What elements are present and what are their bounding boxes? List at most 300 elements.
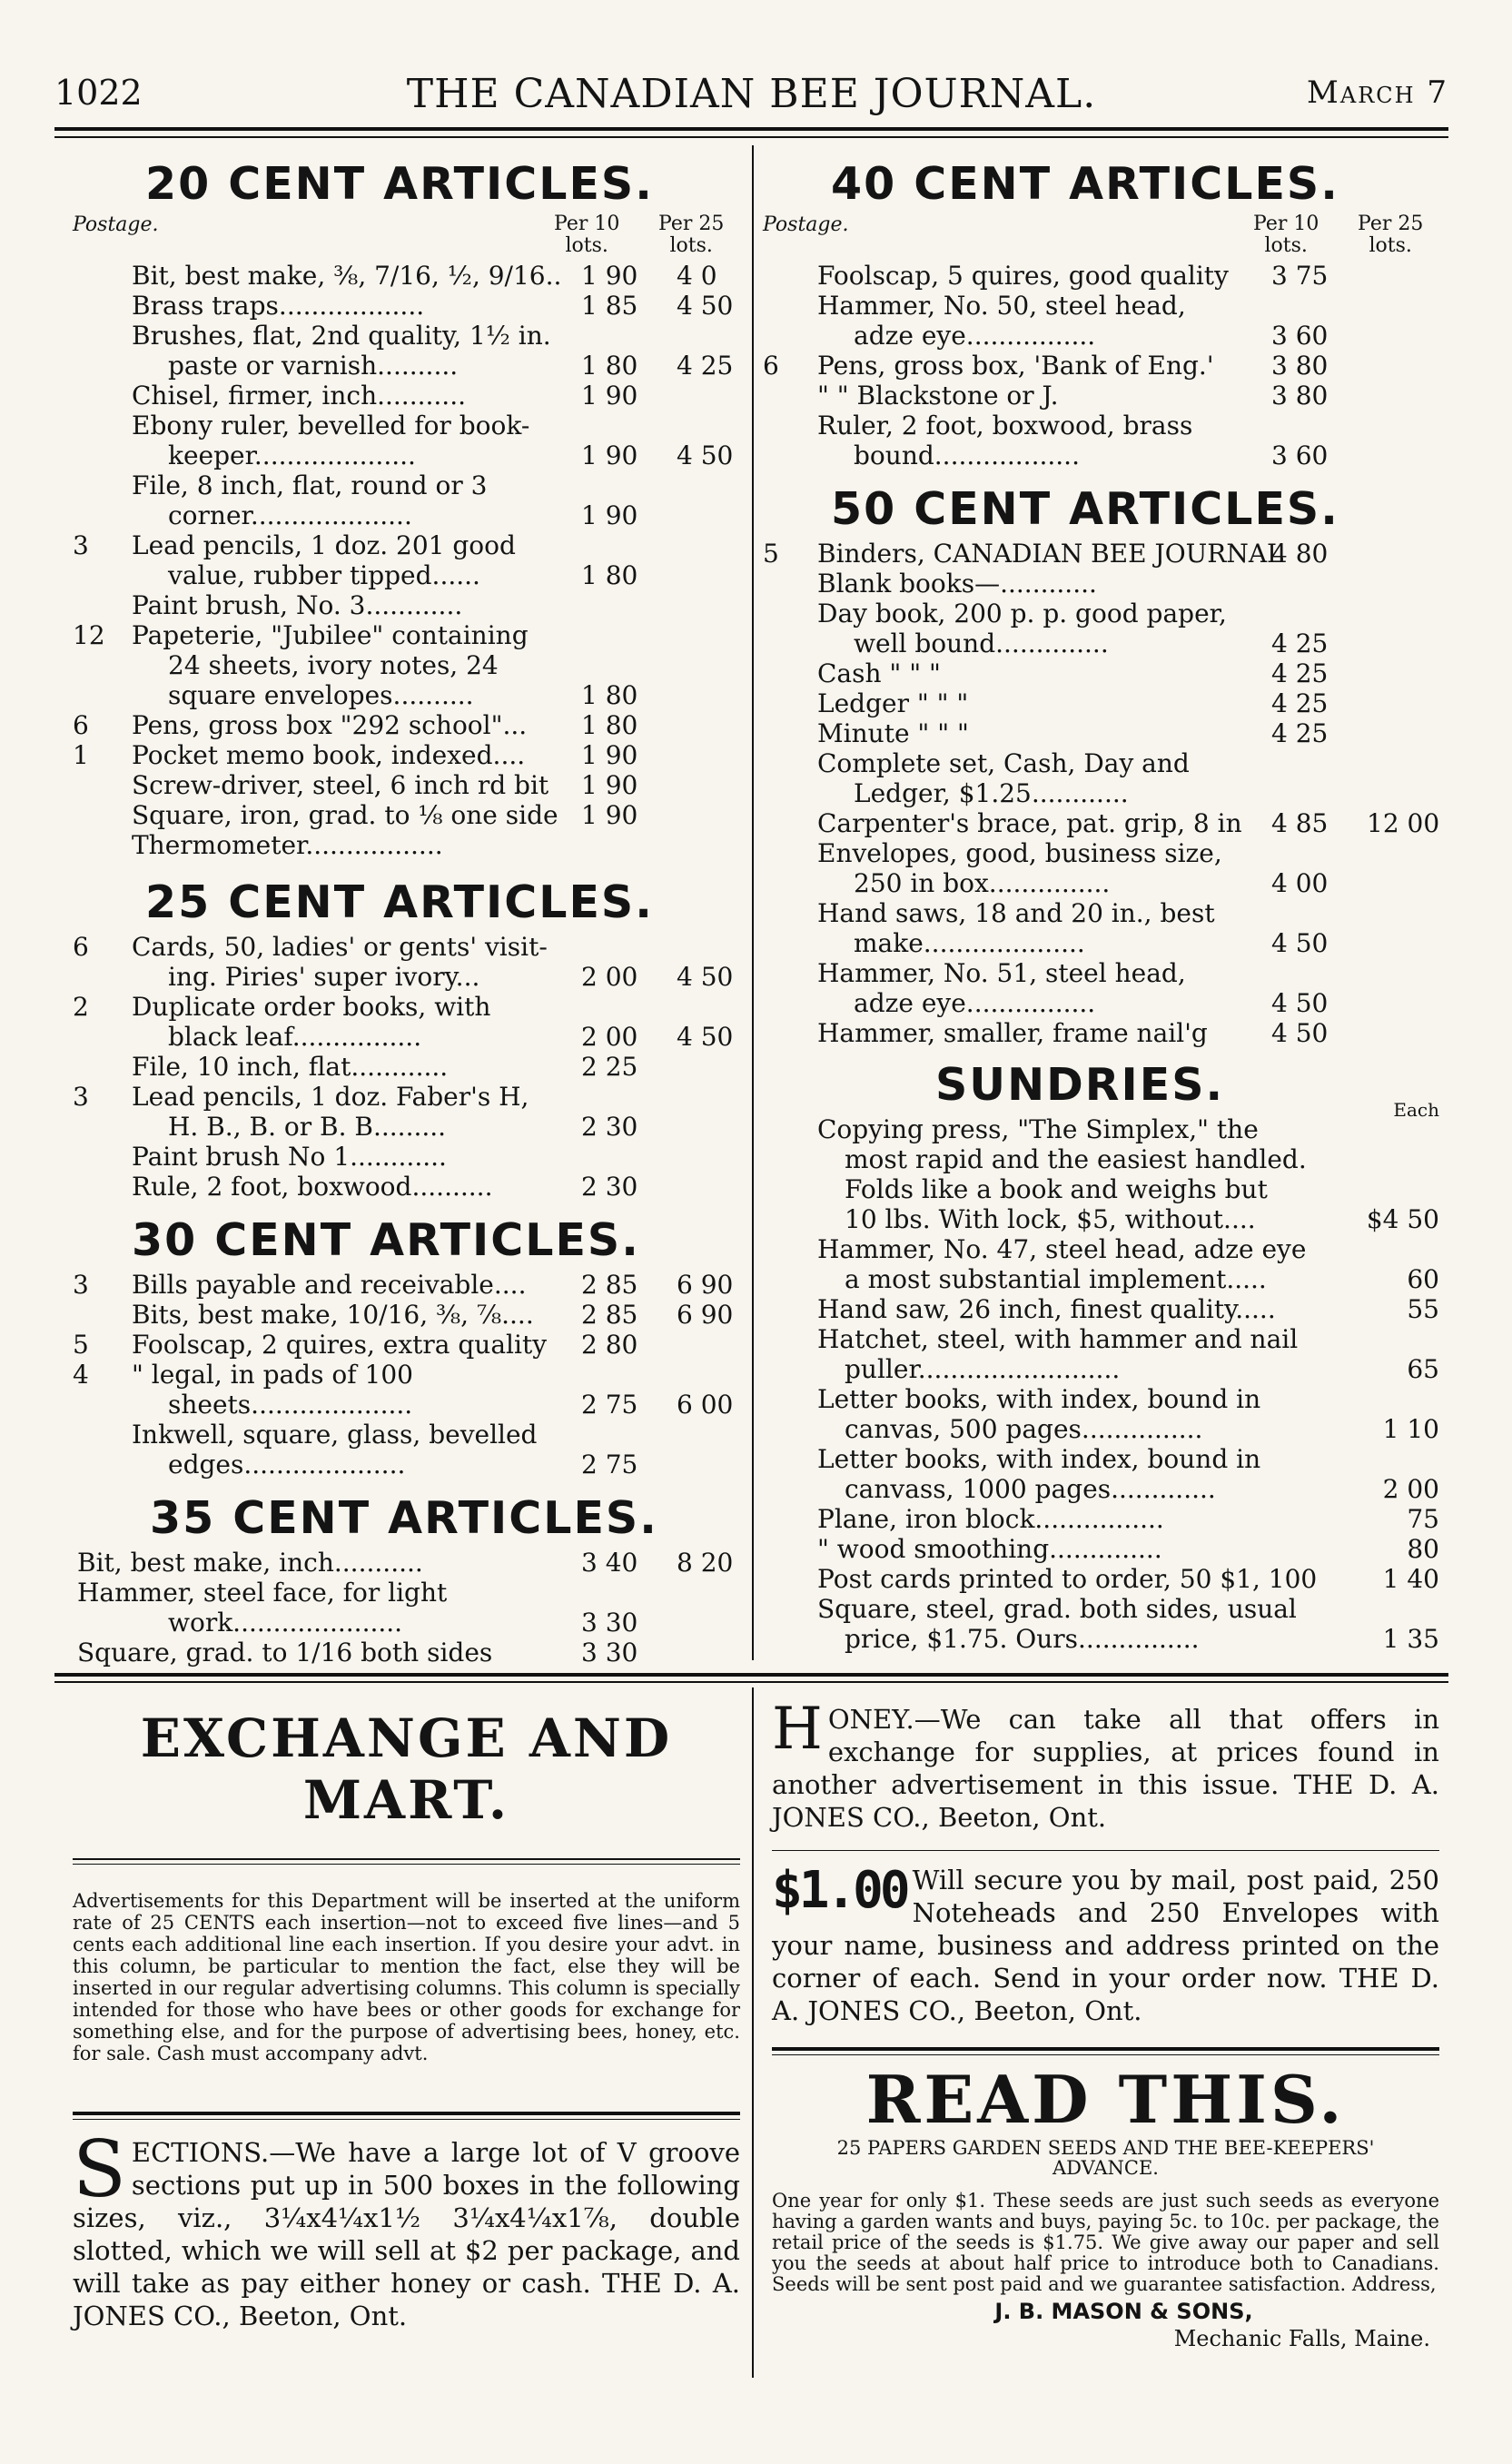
item-description	[73, 530, 640, 590]
page-number: 1022	[54, 73, 143, 113]
each-label: Each	[1393, 1099, 1439, 1121]
item-line: Hatchet, steel, with hammer and nail	[817, 1324, 1299, 1354]
item-row	[73, 470, 740, 530]
postage-value: 5	[73, 1330, 89, 1360]
item-row	[73, 1172, 740, 1202]
per10-price: 2 00	[581, 962, 638, 992]
postage-value: 4	[73, 1360, 89, 1390]
postage-value: 3	[73, 1082, 89, 1112]
bottom-section-rule-thin	[54, 1681, 1448, 1683]
postage-value: 5	[763, 539, 779, 569]
item-line: Ebony ruler, bevelled for book-	[132, 411, 530, 440]
item-line: Plane, iron block................	[817, 1504, 1164, 1534]
page-header	[54, 71, 1448, 116]
item-description	[73, 1300, 640, 1330]
honey-initial: H	[772, 1696, 823, 1763]
per10-price: 2 30	[581, 1112, 638, 1142]
right-price-column	[763, 153, 1439, 1654]
item-line: " wood smoothing..............	[817, 1534, 1162, 1564]
item-description	[73, 710, 640, 740]
item-line: a most substantial implement.....	[845, 1264, 1267, 1294]
item-line: make....................	[854, 928, 1085, 958]
item-line: Hammer, No. 51, steel head,	[817, 958, 1186, 988]
item-line: value, rubber tipped......	[168, 560, 480, 590]
per10-price: 4 25	[1271, 628, 1329, 658]
item-line: Cash " " "	[817, 658, 941, 688]
postage-value: 1	[73, 740, 89, 770]
item-row	[73, 1142, 740, 1172]
per10-price: 3 75	[1271, 261, 1329, 291]
item-line: adze eye................	[854, 321, 1096, 351]
item-row	[763, 1594, 1439, 1654]
item-row	[763, 351, 1439, 381]
item-description	[763, 718, 1329, 748]
item-line: Brass traps..................	[132, 291, 425, 321]
per10-price: 1 90	[581, 440, 638, 470]
item-line: Ledger, $1.25............	[854, 778, 1129, 808]
item-line: Blank books—............	[817, 569, 1097, 599]
per10-price: 2 75	[581, 1450, 638, 1479]
item-description	[763, 1294, 1417, 1324]
item-description	[73, 800, 640, 830]
sections-initial: S	[73, 2124, 126, 2215]
honey-rule	[772, 1850, 1439, 1851]
item-row	[763, 291, 1439, 351]
item-row	[73, 1052, 740, 1082]
item-line: Square, grad. to 1/16 both sides	[77, 1638, 493, 1667]
per10-price: 4 50	[1271, 1018, 1329, 1048]
item-line: sheets....................	[168, 1390, 413, 1420]
per10-price: 1 90	[581, 740, 638, 770]
item-line: Foolscap, 5 quires, good quality	[817, 261, 1229, 291]
item-description	[763, 1534, 1417, 1564]
item-description	[73, 1142, 640, 1172]
item-description	[763, 1384, 1417, 1444]
item-description	[73, 932, 640, 992]
item-description	[763, 1234, 1417, 1294]
per10-price: 3 40	[581, 1548, 638, 1578]
item-row	[763, 1504, 1439, 1534]
items-30	[73, 1270, 740, 1479]
postage-value: 6	[763, 351, 779, 381]
item-description	[73, 1360, 640, 1420]
each-price: 2 00	[1382, 1474, 1439, 1504]
item-line: Pens, gross box "292 school"...	[132, 710, 528, 740]
item-line: Square, steel, grad. both sides, usual	[817, 1594, 1297, 1624]
item-line: Carpenter's brace, pat. grip, 8 in	[817, 808, 1242, 838]
item-description	[763, 1594, 1417, 1654]
item-description	[73, 321, 640, 381]
item-description	[763, 1504, 1417, 1534]
item-description	[73, 1052, 640, 1082]
item-row	[73, 1420, 740, 1479]
item-line: Complete set, Cash, Day and	[817, 748, 1190, 778]
right-ads	[772, 1696, 1439, 2351]
read-this-title: READ THIS.	[865, 2061, 1346, 2138]
notice-rule-thin	[73, 2119, 740, 2120]
section-heading-35: 35 CENT ARTICLES.	[150, 1492, 658, 1544]
per10-price: 4 25	[1271, 718, 1329, 748]
item-row	[763, 261, 1439, 291]
item-row	[73, 1082, 740, 1142]
per10-price: 2 25	[581, 1052, 638, 1082]
item-row	[73, 1578, 740, 1638]
item-line: H. B., B. or B. B.........	[168, 1112, 447, 1142]
item-description	[763, 539, 1329, 569]
item-description	[763, 291, 1329, 351]
items-sundries	[763, 1114, 1439, 1654]
item-line: canvass, 1000 pages.............	[845, 1474, 1216, 1504]
item-line: Bills payable and receivable....	[132, 1270, 527, 1300]
item-description	[763, 688, 1329, 718]
item-description	[763, 838, 1329, 898]
section-heading-50: 50 CENT ARTICLES.	[831, 483, 1339, 535]
item-line: corner....................	[168, 500, 412, 530]
per10-price: 2 85	[581, 1270, 638, 1300]
item-line: keeper....................	[168, 440, 416, 470]
per10-price: 2 30	[581, 1172, 638, 1202]
section-heading-25: 25 CENT ARTICLES.	[145, 876, 654, 928]
honey-ad	[772, 1696, 1439, 1834]
column-headers	[73, 213, 740, 261]
per25-header: Per 25 lots.	[658, 213, 725, 257]
item-description	[73, 1270, 640, 1300]
item-description	[73, 740, 640, 770]
item-line: ing. Piries' super ivory...	[168, 962, 480, 992]
item-row	[73, 291, 740, 321]
items-50	[763, 539, 1439, 1048]
item-description	[763, 261, 1329, 291]
per10-price: 2 80	[581, 1330, 638, 1360]
item-line: " " Blackstone or J.	[817, 381, 1059, 411]
header-rule-thin	[54, 136, 1448, 138]
item-row	[763, 1294, 1439, 1324]
per10-price: 1 80	[581, 351, 638, 381]
item-line: Papeterie, "Jubilee" containing	[132, 620, 529, 650]
per10-price: 4 85	[1271, 808, 1329, 838]
item-line: Bit, best make, ⅜, 7/16, ½, 9/16..	[132, 261, 562, 291]
item-row	[73, 1548, 740, 1578]
read-this-place: Mechanic Falls, Maine.	[1173, 2326, 1430, 2351]
item-description	[763, 958, 1329, 1018]
per10-price: 3 80	[1271, 351, 1329, 381]
item-row	[763, 599, 1439, 658]
header-rule	[54, 127, 1448, 131]
per10-price: 4 00	[1271, 868, 1329, 898]
item-description	[73, 1638, 586, 1667]
per25-price: 4 0	[677, 261, 717, 291]
section-heading-30: 30 CENT ARTICLES.	[132, 1214, 640, 1266]
postage-value: 12	[73, 620, 105, 650]
item-row	[73, 770, 740, 800]
item-line: adze eye................	[854, 988, 1096, 1018]
per10-header: Per 10 lots.	[554, 213, 620, 257]
per10-price: 4 25	[1271, 688, 1329, 718]
item-line: Ledger " " "	[817, 688, 969, 718]
item-row	[763, 569, 1439, 599]
item-line: Copying press, "The Simplex," the	[817, 1114, 1259, 1144]
item-row	[763, 748, 1439, 808]
item-row	[73, 261, 740, 291]
item-description	[73, 770, 640, 800]
per10-price: 1 85	[581, 291, 638, 321]
item-line: Binders, CANADIAN BEE JOURNAL	[817, 539, 1284, 569]
section-heading-sundries: SUNDRIES.	[935, 1059, 1225, 1111]
per10-price: 3 60	[1271, 440, 1329, 470]
column-headers-right	[763, 213, 1439, 261]
per10-price: 2 85	[581, 1300, 638, 1330]
per10-price: 1 90	[581, 800, 638, 830]
item-row	[763, 1444, 1439, 1504]
item-row	[763, 1018, 1439, 1048]
item-line: puller.........................	[845, 1354, 1121, 1384]
journal-title: THE CANADIAN BEE JOURNAL.	[406, 71, 1097, 117]
item-description	[763, 1114, 1417, 1234]
item-row	[763, 718, 1439, 748]
item-line: black leaf................	[168, 1022, 422, 1052]
item-line: Lead pencils, 1 doz. 201 good	[132, 530, 516, 560]
per10-price: 4 80	[1271, 539, 1329, 569]
per10-price: 1 80	[581, 560, 638, 590]
item-line: Hammer, No. 47, steel head, adze eye	[817, 1234, 1307, 1264]
item-row	[73, 740, 740, 770]
per10-header-right: Per 10 lots.	[1253, 213, 1319, 257]
item-row	[763, 958, 1439, 1018]
item-line: Letter books, with index, bound in	[817, 1444, 1261, 1474]
item-line: Pens, gross box, 'Bank of Eng.'	[817, 351, 1214, 381]
item-line: Letter books, with index, bound in	[817, 1384, 1261, 1414]
exchange-rule-thin	[73, 1864, 740, 1865]
item-line: Pocket memo book, indexed....	[132, 740, 526, 770]
dollar-rule	[772, 2047, 1439, 2051]
item-description	[73, 830, 640, 860]
per25-price: 4 50	[677, 291, 734, 321]
item-line: square envelopes..........	[168, 680, 474, 710]
item-line: Minute " " "	[817, 718, 969, 748]
dollar-ad	[772, 1861, 1439, 2027]
item-line: bound..................	[854, 440, 1080, 470]
item-description	[763, 1018, 1329, 1048]
item-row	[763, 838, 1439, 898]
item-line: Thermometer.................	[132, 830, 443, 860]
exchange-notice: Advertisements for this Department will be inserted at the uniform rate of 25 CENTS each insertion—not to exceed five lines—and 5 cents each additional line each insertion. If you desire your advt. in this column, be particular to mention the fact, else they will be inserted in our regular advertising columns. This column is specially intended for those who have bees or other goods for exchange for something else, and for the purpose of advertising bees, honey, etc. for sale. Cash must accompany advt.	[73, 1890, 740, 2064]
dollar-rule-thin	[772, 2054, 1439, 2055]
each-price: 65	[1407, 1354, 1439, 1384]
item-row	[763, 381, 1439, 411]
item-row	[763, 1534, 1439, 1564]
item-description	[763, 1564, 1417, 1594]
item-row	[763, 1384, 1439, 1444]
per25-price: 4 50	[677, 1022, 734, 1052]
per25-price: 8 20	[677, 1548, 734, 1578]
item-line: Day book, 200 p. p. good paper,	[817, 599, 1227, 628]
per10-price: 2 00	[581, 1022, 638, 1052]
each-price: 1 10	[1382, 1414, 1439, 1444]
item-row	[763, 539, 1439, 569]
item-description	[763, 599, 1329, 658]
item-line: well bound..............	[854, 628, 1109, 658]
item-row	[763, 658, 1439, 688]
item-description	[73, 261, 640, 291]
each-price: 1 35	[1382, 1624, 1439, 1654]
item-row	[763, 1324, 1439, 1384]
per25-price: 6 00	[677, 1390, 734, 1420]
bottom-section-rule	[54, 1673, 1448, 1677]
item-row	[73, 830, 740, 860]
per10-price: 2 75	[581, 1390, 638, 1420]
postage-value: 3	[73, 530, 89, 560]
item-line: Brushes, flat, 2nd quality, 1½ in.	[132, 321, 551, 351]
item-line: Ruler, 2 foot, boxwood, brass	[817, 411, 1193, 440]
item-line: work.....................	[168, 1608, 403, 1638]
honey-text: ONEY.—We can take all that offers in exchange for supplies, at prices found in another advertisement in this issue. THE D. A. JONES CO., Beeton, Ont.	[772, 1704, 1439, 1833]
sundries-heading-row	[763, 1059, 1439, 1121]
item-row	[73, 992, 740, 1052]
item-description	[763, 898, 1329, 958]
per10-price: 1 90	[581, 500, 638, 530]
sections-text: ECTIONS.—We have a large lot of V groove sections put up in 500 boxes in the following sizes, viz., 3¼x4¼x1½ 3¼x4¼x1⅞, double slotted, which we will sell at $2 per package, and will take as pay either honey or cash. THE D. A. JONES CO., Beeton, Ont.	[73, 2137, 740, 2331]
item-description	[73, 1578, 586, 1638]
item-description	[763, 658, 1329, 688]
per10-price: 1 90	[581, 261, 638, 291]
item-line: Cards, 50, ladies' or gents' visit-	[132, 932, 548, 962]
item-row	[73, 321, 740, 381]
notice-rule	[73, 2112, 740, 2115]
postage-value: 6	[73, 932, 89, 962]
item-row	[73, 590, 740, 620]
per25-header-right: Per 25 lots.	[1358, 213, 1424, 257]
postage-value: 6	[73, 710, 89, 740]
item-line: Paint brush, No. 3............	[132, 590, 463, 620]
item-line: Paint brush No 1............	[132, 1142, 447, 1172]
exchange-rule	[73, 1858, 740, 1860]
per10-price: 4 50	[1271, 988, 1329, 1018]
item-line: 250 in box...............	[854, 868, 1111, 898]
read-this-firm: J. B. MASON & SONS,	[994, 2299, 1253, 2324]
item-line: Hammer, steel face, for light	[77, 1578, 448, 1608]
item-line: Rule, 2 foot, boxwood..........	[132, 1172, 493, 1202]
per25-price: 12 00	[1367, 808, 1440, 838]
item-row	[73, 620, 740, 710]
per25-price: 4 50	[677, 440, 734, 470]
sections-ad	[73, 2124, 740, 2332]
left-price-column	[73, 153, 740, 1667]
postage-value: 3	[73, 1270, 89, 1300]
per10-price: 1 90	[581, 770, 638, 800]
item-row	[73, 411, 740, 470]
item-line: Screw-driver, steel, 6 inch rd bit	[132, 770, 549, 800]
item-line: Hammer, No. 50, steel head,	[817, 291, 1186, 321]
item-line: price, $1.75. Ours...............	[845, 1624, 1200, 1654]
dollar-initial: $1.00	[772, 1861, 907, 1920]
postage-value: 2	[73, 992, 89, 1022]
postage-label-right: Postage.	[763, 213, 849, 236]
item-line: canvas, 500 pages...............	[845, 1414, 1203, 1444]
item-row	[763, 808, 1439, 838]
per10-price: 4 25	[1271, 658, 1329, 688]
issue-date: March 7	[1307, 74, 1448, 111]
per10-price: 3 60	[1271, 321, 1329, 351]
item-row	[73, 710, 740, 740]
item-row	[73, 530, 740, 590]
item-description	[73, 1330, 640, 1360]
item-row	[73, 1330, 740, 1360]
item-description	[763, 1444, 1417, 1504]
item-description	[763, 748, 1326, 808]
per25-price: 6 90	[677, 1300, 734, 1330]
item-description	[763, 808, 1329, 838]
item-description	[763, 1324, 1417, 1384]
item-row	[763, 1564, 1439, 1594]
each-price: 75	[1407, 1504, 1439, 1534]
item-row	[73, 1360, 740, 1420]
item-line: Hand saws, 18 and 20 in., best	[817, 898, 1215, 928]
item-line: Hammer, smaller, frame nail'g	[817, 1018, 1208, 1048]
item-line: Foolscap, 2 quires, extra quality	[132, 1330, 548, 1360]
item-description	[763, 569, 1326, 599]
item-line: Chisel, firmer, inch...........	[132, 381, 467, 411]
exchange-title: EXCHANGE AND MART.	[140, 1707, 673, 1831]
bottom-column-divider	[752, 1687, 754, 2378]
items-40	[763, 261, 1439, 470]
each-price: 60	[1407, 1264, 1439, 1294]
items-20	[73, 261, 740, 860]
item-row	[73, 800, 740, 830]
per10-price: 1 80	[581, 680, 638, 710]
section-heading-20: 20 CENT ARTICLES.	[145, 158, 654, 210]
item-row	[763, 688, 1439, 718]
item-line: 24 sheets, ivory notes, 24	[168, 650, 499, 680]
each-price: $4 50	[1366, 1204, 1439, 1234]
read-this-body: One year for only $1. These seeds are just such seeds as everyone having a garden wants and buys, paying 5c. to 10c. per package, the retail price of the seeds is $1.75. We give away our paper and sell you the seeds at about half price to introduce both to Canadians. Seeds will be sent post paid and we guarantee satisfaction. Address,	[772, 2190, 1439, 2295]
exchange-and-mart	[73, 1707, 740, 2332]
item-description	[73, 381, 640, 411]
item-description	[73, 411, 640, 470]
item-row	[763, 1234, 1439, 1294]
per25-price: 4 50	[677, 962, 734, 992]
each-price: 80	[1407, 1534, 1439, 1564]
item-line: most rapid and the easiest handled.	[845, 1144, 1307, 1174]
item-line: Duplicate order books, with	[132, 992, 491, 1022]
item-row	[763, 898, 1439, 958]
item-row	[763, 1114, 1439, 1234]
item-row	[73, 1300, 740, 1330]
item-line: " legal, in pads of 100	[132, 1360, 413, 1390]
item-description	[763, 351, 1329, 381]
item-description	[73, 1172, 640, 1202]
read-this-subtitle: 25 PAPERS GARDEN SEEDS AND THE BEE-KEEPERS' ADVANCE.	[836, 2137, 1375, 2179]
item-line: Lead pencils, 1 doz. Faber's H,	[132, 1082, 529, 1112]
item-row	[73, 1270, 740, 1300]
per10-price: 3 30	[581, 1608, 638, 1638]
section-heading-40: 40 CENT ARTICLES.	[831, 158, 1339, 210]
item-description	[73, 1082, 640, 1142]
item-description	[763, 411, 1329, 470]
items-35	[73, 1548, 740, 1667]
item-line: paste or varnish..........	[168, 351, 459, 381]
column-divider	[752, 145, 754, 1660]
item-row	[763, 411, 1439, 470]
item-line: Bits, best make, 10/16, ⅜, ⅞....	[132, 1300, 534, 1330]
item-line: edges....................	[168, 1450, 406, 1479]
per10-price: 4 50	[1271, 928, 1329, 958]
item-line: Folds like a book and weighs but	[845, 1174, 1268, 1204]
item-description	[73, 992, 640, 1052]
per10-price: 1 80	[581, 710, 638, 740]
item-line: Inkwell, square, glass, bevelled	[132, 1420, 538, 1450]
item-description	[73, 590, 640, 620]
item-line: Envelopes, good, business size,	[817, 838, 1222, 868]
